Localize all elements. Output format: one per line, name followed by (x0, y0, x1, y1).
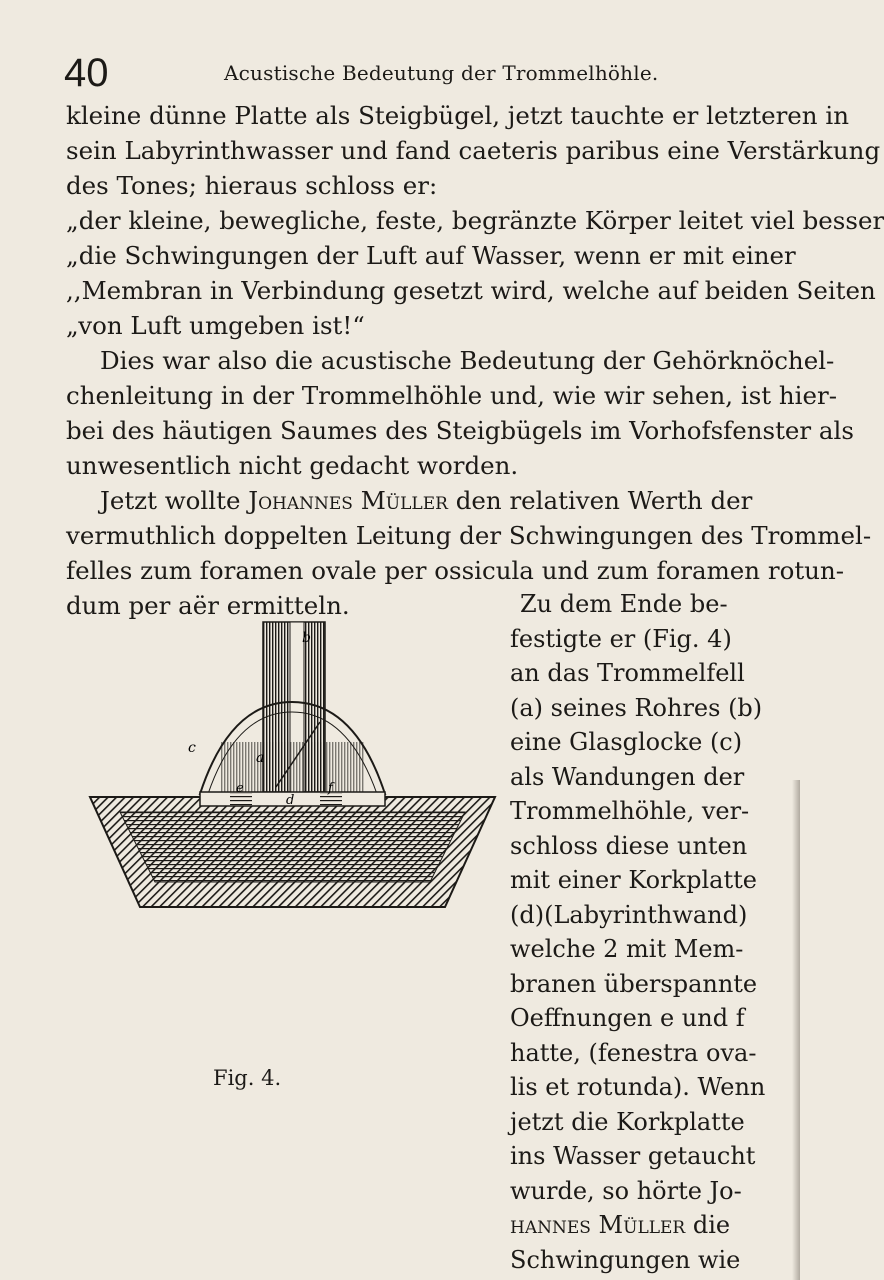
text-line: ins Wasser getaucht (510, 1142, 756, 1170)
water (120, 812, 465, 882)
text-line: lis et rotunda). Wenn (510, 1073, 766, 1101)
text-line: Oeffnungen e und f (510, 1004, 745, 1032)
paragraph-1 (66, 98, 884, 343)
text-line: dum per aër ermitteln. (66, 591, 350, 620)
text-line: mit einer Korkplatte (510, 866, 757, 894)
text-line (66, 483, 753, 518)
text-line: „von Luft umgeben ist!“ (66, 311, 365, 340)
author-name: hannes Müller (510, 1211, 686, 1239)
label-f: f (328, 781, 333, 796)
text-line: Trommelhöhle, ver- (510, 797, 750, 825)
label-c: c (188, 740, 196, 756)
text-line: unwesentlich nicht gedacht worden. (66, 451, 519, 480)
text-line: jetzt die Korkplatte (510, 1107, 745, 1136)
page-header (64, 48, 724, 98)
page-number: 40 (64, 51, 109, 95)
text-fragment: Jetzt wollte (100, 486, 241, 515)
text-line: sein Labyrinthwasser und fand caeteris paribus eine Verstärkung (66, 136, 881, 165)
text-line: Dies war also die acustische Bedeutung der Gehörknöchel- (100, 346, 835, 375)
figure-caption: Fig. 4. (213, 1066, 282, 1090)
text-line: schloss diese unten (510, 831, 748, 860)
text-line: ,,Membran in Verbindung gesetzt wird, welche auf beiden Seiten (66, 276, 876, 305)
text-line: „der kleine, bewegliche, feste, begränzte Körper leitet viel besser (66, 206, 884, 235)
author-name: Johannes Müller (248, 486, 448, 515)
label-d: d (286, 793, 295, 808)
running-title: Acustische Bedeutung der Trommelhöhle. (224, 61, 659, 85)
text-line: Zu dem Ende be- (520, 590, 728, 618)
text-line: eine Glasglocke (c) (510, 728, 743, 756)
text-line: bei des häutigen Saumes des Steigbügels im Vorhofsfenster als (66, 416, 854, 445)
text-fragment: die (692, 1211, 731, 1239)
side-column-text (510, 587, 766, 1277)
text-line (510, 1208, 750, 1243)
text-line: hatte, (fenestra ova- (510, 1038, 757, 1067)
text-line: (d)(Labyrinthwand) (510, 900, 748, 929)
text-line: (a) seines Rohres (b) (510, 693, 763, 722)
text-line: an das Trommelfell (510, 659, 745, 687)
text-line: chenleitung in der Trommelhöhle und, wie wir sehen, ist hier- (66, 381, 838, 410)
text-line: als Wandungen der (510, 762, 745, 791)
text-line: Schwingungen wie (510, 1245, 741, 1274)
text-line: „die Schwingungen der Luft auf Wasser, wenn er mit einer (66, 241, 796, 270)
label-b: b (302, 630, 311, 646)
text-line: festigte er (Fig. 4) (510, 624, 732, 653)
text-line: kleine dünne Platte als Steigbügel, jetzt tauchte er letzteren in (66, 101, 849, 130)
text-line: felles zum foramen ovale per ossicula und zum foramen rotun- (66, 556, 845, 585)
text-line: vermuthlich doppelten Leitung der Schwingungen des Trommel- (66, 521, 872, 550)
page-edge-shadow (792, 780, 800, 1280)
label-e: e (236, 781, 244, 796)
text-line: wurde, so hörte Jo- (510, 1176, 742, 1205)
text-line: des Tones; hieraus schloss er: (66, 171, 438, 200)
text-line: welche 2 mit Mem- (510, 935, 744, 963)
text-fragment: den relativen Werth der (455, 486, 753, 515)
apparatus-illustration (80, 612, 505, 912)
text-line: branen überspannte (510, 969, 758, 998)
paragraph-2 (66, 343, 854, 483)
label-a: a (256, 750, 265, 766)
